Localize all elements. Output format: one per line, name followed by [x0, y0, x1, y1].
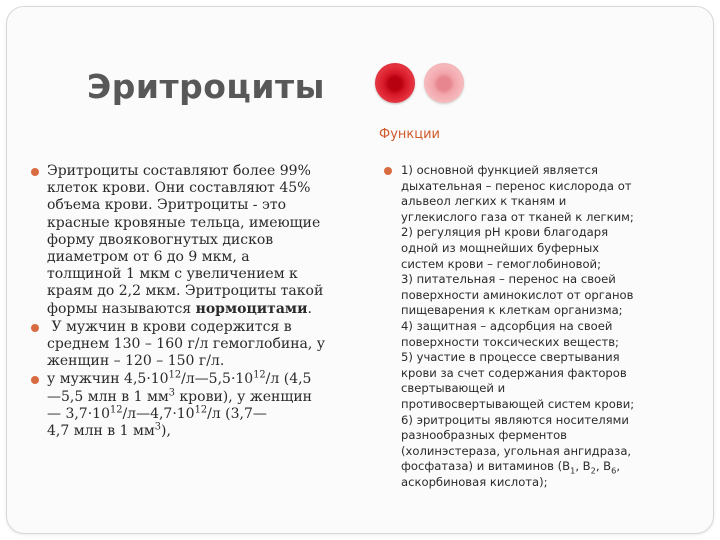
text-line: 2) регуляция pH крови благодаря — [401, 225, 609, 240]
exponent: 12 — [168, 369, 182, 381]
exponent: 12 — [194, 404, 208, 416]
text-line: 4) защитная – адсорбция на своей — [401, 318, 613, 333]
text-fragment: /л (4,5 — [265, 371, 312, 388]
text-line — [401, 459, 703, 475]
text-line — [47, 423, 367, 440]
blood-cells-illustration — [375, 63, 467, 109]
bullet-item-hemoglobin — [27, 319, 367, 371]
text-line: поверхности токсических веществ; — [401, 334, 619, 349]
text-fragment: /л (3,7— — [207, 405, 267, 422]
bullet-icon — [31, 324, 39, 332]
text-fragment: крови), у женщин — [174, 388, 313, 405]
subscript: 2 — [590, 465, 596, 476]
text-line: углекислого газа от тканей к легким; — [401, 209, 634, 224]
text-fragment: , B — [575, 459, 591, 474]
text-fragment: . — [307, 300, 312, 317]
bullet-icon — [31, 376, 39, 384]
text-line: 1) основной функцией является — [401, 163, 599, 177]
slide — [6, 6, 714, 534]
exponent: 12 — [109, 404, 123, 416]
red-blood-cell-icon — [375, 63, 415, 103]
text-fragment: фосфатаза) и витаминов (B — [401, 459, 571, 474]
text-line: форму двояковогнутых дисков — [47, 231, 274, 248]
text-line: краям до 2,2 мкм. Эритроциты такой — [47, 283, 324, 300]
bullet-icon — [384, 167, 392, 175]
functions-heading: Функции — [379, 127, 440, 142]
exponent: 3 — [168, 386, 175, 398]
text-fragment: ), — [160, 423, 171, 440]
text-line: (холинэстераза, угольная ангидраза, — [401, 443, 632, 458]
text-line — [47, 301, 367, 318]
pale-blood-cell-icon — [424, 63, 464, 103]
text-fragment: у мужчин 4,5·10 — [47, 371, 169, 388]
text-line: 3) питательная – перенос на своей — [401, 272, 616, 287]
right-column-functions — [381, 163, 703, 490]
text-line: диаметром от 6 до 9 мкм, а — [47, 249, 250, 266]
text-line — [47, 371, 367, 388]
exponent: 3 — [154, 421, 161, 433]
text-line: противосвертывающей систем крови; — [401, 396, 635, 411]
slide-title: Эритроциты — [87, 67, 325, 106]
text-line: 6) эритроциты являются носителями — [401, 412, 629, 427]
text-line: разнообразных ферментов — [401, 428, 567, 443]
text-line: женщин – 120 – 150 г/л. — [47, 353, 225, 370]
text-line: крови за счет содержания факторов — [401, 365, 627, 380]
text-fragment: 4,7 млн в 1 мм — [47, 423, 155, 440]
text-fragment: , — [616, 459, 620, 474]
subscript: 6 — [611, 465, 617, 476]
text-line: среднем 130 – 160 г/л гемоглобина, у — [47, 336, 326, 353]
text-fragment: —5,5 млн в 1 мм — [47, 388, 169, 405]
bullet-item-functions — [381, 163, 703, 490]
text-line: пищеварения к клеткам организма; — [401, 303, 623, 318]
text-line: аскорбиновая кислота); — [401, 474, 548, 489]
text-fragment: /л—4,7·10 — [122, 405, 195, 422]
text-line: объема крови. Эритроциты - это — [47, 197, 286, 214]
text-line: клеток крови. Они составляют 45% — [47, 180, 311, 197]
subscript: 1 — [570, 465, 576, 476]
text-line — [47, 406, 367, 423]
bullet-item-erythrocytes — [27, 163, 367, 318]
text-line: Эритроциты составляют более 99% — [47, 163, 311, 179]
text-line: систем крови – гемоглобиновой; — [401, 256, 601, 271]
text-fragment: — 3,7·10 — [47, 405, 110, 422]
text-line: одной из мощнейших буферных — [401, 240, 600, 255]
text-line: поверхности аминокислот от органов — [401, 287, 634, 302]
text-fragment: , B — [595, 459, 612, 474]
exponent: 12 — [253, 369, 266, 381]
text-line: альвеол легких к тканям и — [401, 194, 567, 209]
text-fragment: формы называются — [47, 300, 196, 317]
text-line: дыхательная – перенос кислорода от — [401, 178, 632, 193]
bullet-icon — [31, 168, 39, 176]
text-line: толщиной 1 мкм с увеличением к — [47, 266, 298, 283]
text-line: 5) участие в процессе свертывания — [401, 350, 620, 365]
text-fragment: /л—5,5·10 — [181, 371, 254, 388]
text-line: свертывающей и — [401, 381, 506, 396]
left-column — [27, 163, 367, 440]
text-line: У мужчин в крови содержится в — [47, 318, 292, 335]
bold-term-normocytes: нормоцитами — [195, 300, 308, 317]
text-line: красные кровяные тельца, имеющие — [47, 214, 321, 231]
bullet-item-cell-count — [27, 371, 367, 440]
